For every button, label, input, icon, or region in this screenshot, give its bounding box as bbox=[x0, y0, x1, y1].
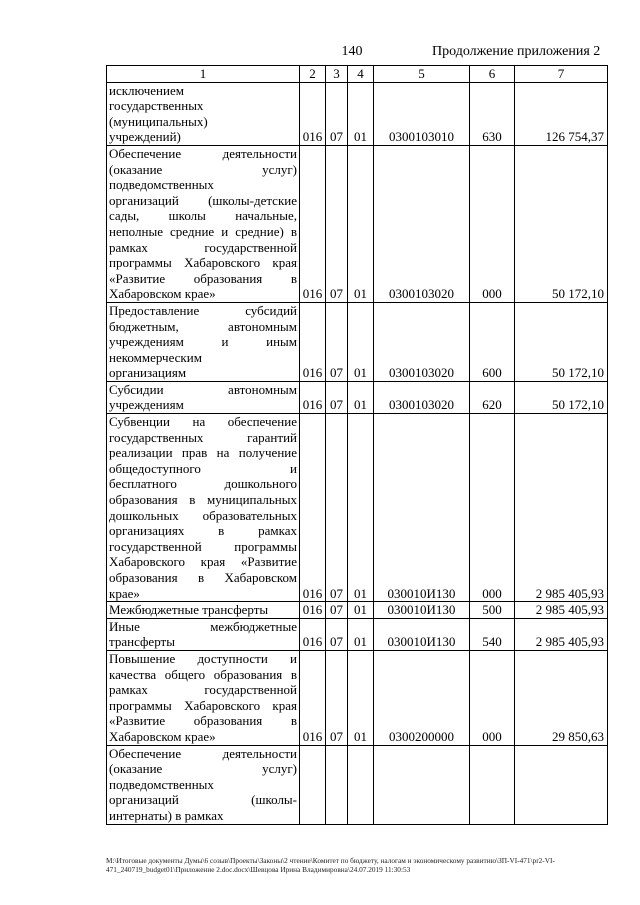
description-line: рамках государственной bbox=[109, 239, 297, 255]
description-line: бюджетным, автономным bbox=[109, 318, 297, 334]
page-number: 140 bbox=[341, 44, 363, 59]
column-header: 6 bbox=[470, 66, 515, 83]
description-line: (оказание услуг) bbox=[109, 761, 297, 777]
column-header: 3 bbox=[326, 66, 348, 83]
amount-value: 50 172,10 bbox=[515, 302, 608, 381]
description-line: программы Хабаровского края bbox=[109, 697, 297, 713]
section-code: 016 bbox=[300, 82, 326, 145]
table-row bbox=[107, 618, 608, 650]
description-line: Повышение доступности и bbox=[109, 650, 297, 666]
target-article-code: 0300200000 bbox=[374, 650, 470, 745]
description-line: Иные межбюджетные bbox=[109, 618, 297, 634]
header-row bbox=[107, 66, 608, 83]
description-line: организаций (школы- bbox=[109, 792, 297, 808]
subsection-code: 07 bbox=[326, 302, 348, 381]
target-article-code: 030010И130 bbox=[374, 414, 470, 602]
description-line: интернаты) в рамках bbox=[109, 807, 224, 823]
subsection-code-2: 01 bbox=[348, 145, 374, 302]
continuation-label: Продолжение приложения 2 bbox=[432, 44, 601, 59]
description-line: реализации прав на получение bbox=[109, 445, 297, 461]
row-description bbox=[107, 650, 300, 745]
expense-type-code: 620 bbox=[470, 381, 515, 413]
subsection-code: 07 bbox=[326, 414, 348, 602]
description-line: Хабаровском крае» bbox=[109, 286, 216, 302]
description-line: «Развитие образования в bbox=[109, 713, 297, 729]
table-row bbox=[107, 145, 608, 302]
description-line: образования в муниципальных bbox=[109, 492, 297, 508]
description-line: государственной программы bbox=[109, 538, 297, 554]
expense-type-code: 000 bbox=[470, 414, 515, 602]
description-line: бесплатного дошкольного bbox=[109, 476, 297, 492]
expense-type-code: 000 bbox=[470, 650, 515, 745]
table-row bbox=[107, 602, 608, 619]
target-article-code: 030010И130 bbox=[374, 618, 470, 650]
column-header: 5 bbox=[374, 66, 470, 83]
section-code: 016 bbox=[300, 302, 326, 381]
description-line: Субсидии автономным bbox=[109, 381, 297, 397]
description-line: организациях в рамках bbox=[109, 523, 297, 539]
amount-value: 50 172,10 bbox=[515, 145, 608, 302]
description-line: общедоступного и bbox=[109, 460, 297, 476]
expense-type-code bbox=[470, 745, 515, 824]
row-description bbox=[107, 618, 300, 650]
table-row bbox=[107, 414, 608, 602]
description-line: Межбюджетные трансферты bbox=[109, 602, 269, 618]
description-line: Обеспечение деятельности bbox=[109, 145, 297, 161]
section-code: 016 bbox=[300, 602, 326, 619]
subsection-code-2 bbox=[348, 745, 374, 824]
amount-value bbox=[515, 745, 608, 824]
subsection-code: 07 bbox=[326, 381, 348, 413]
description-line: «Развитие образования в bbox=[109, 270, 297, 286]
amount-value: 126 754,37 bbox=[515, 82, 608, 145]
subsection-code: 07 bbox=[326, 618, 348, 650]
subsection-code: 07 bbox=[326, 650, 348, 745]
row-description bbox=[107, 602, 300, 619]
table-row bbox=[107, 381, 608, 413]
subsection-code-2: 01 bbox=[348, 618, 374, 650]
description-line: сады, школы начальные, bbox=[109, 208, 297, 224]
table-row bbox=[107, 650, 608, 745]
description-line: Хабаровского края «Развитие bbox=[109, 554, 297, 570]
document-path-footer: M:\Итоговые документы Думы\6 созыв\Проекты\Законы\2 чтение\Комитет по бюджету, налогам и экономическому развитию\ЗП-VI-471\pr2-VI-471_240719_budget01\Приложение 2.doc.docx\Шевцова Ирина Владимировна\24.07.2019 11:30:53 bbox=[106, 856, 555, 874]
table-row bbox=[107, 745, 608, 824]
amount-value: 2 985 405,93 bbox=[515, 618, 608, 650]
description-line: Субвенции на обеспечение bbox=[109, 414, 297, 430]
description-line: дошкольных образовательных bbox=[109, 507, 297, 523]
description-line: исключением bbox=[109, 82, 184, 98]
section-code: 016 bbox=[300, 618, 326, 650]
description-line: качества общего образования в bbox=[109, 666, 297, 682]
target-article-code bbox=[374, 745, 470, 824]
section-code: 016 bbox=[300, 145, 326, 302]
column-header: 4 bbox=[348, 66, 374, 83]
subsection-code bbox=[326, 745, 348, 824]
description-line: крае» bbox=[109, 585, 140, 601]
row-description bbox=[107, 82, 300, 145]
description-line: неполные средние и средние) в bbox=[109, 223, 297, 239]
description-line: подведомственных bbox=[109, 776, 214, 792]
row-description bbox=[107, 145, 300, 302]
description-line: некоммерческим bbox=[109, 349, 202, 365]
description-line: Предоставление субсидий bbox=[109, 302, 297, 318]
description-line: учреждений) bbox=[109, 129, 181, 145]
amount-value: 29 850,63 bbox=[515, 650, 608, 745]
subsection-code: 07 bbox=[326, 82, 348, 145]
description-line: Обеспечение деятельности bbox=[109, 745, 297, 761]
budget-table bbox=[106, 65, 608, 825]
row-description bbox=[107, 745, 300, 824]
description-line: организациям bbox=[109, 365, 187, 381]
description-line: образования в Хабаровском bbox=[109, 570, 297, 585]
description-line: организаций (школы-детские bbox=[109, 192, 297, 208]
description-line: Хабаровском крае» bbox=[109, 728, 216, 744]
target-article-code: 030010И130 bbox=[374, 602, 470, 619]
subsection-code-2: 01 bbox=[348, 381, 374, 413]
section-code: 016 bbox=[300, 650, 326, 745]
table-row bbox=[107, 302, 608, 381]
subsection-code-2: 01 bbox=[348, 650, 374, 745]
subsection-code-2: 01 bbox=[348, 414, 374, 602]
amount-value: 50 172,10 bbox=[515, 381, 608, 413]
expense-type-code: 600 bbox=[470, 302, 515, 381]
description-line: государственных гарантий bbox=[109, 429, 297, 445]
expense-type-code: 500 bbox=[470, 602, 515, 619]
column-header: 1 bbox=[107, 66, 300, 83]
amount-value: 2 985 405,93 bbox=[515, 414, 608, 602]
description-line: (оказание услуг) bbox=[109, 161, 297, 177]
subsection-code: 07 bbox=[326, 602, 348, 619]
description-line: (муниципальных) bbox=[109, 113, 208, 129]
description-line: программы Хабаровского края bbox=[109, 255, 297, 271]
subsection-code: 07 bbox=[326, 145, 348, 302]
target-article-code: 0300103020 bbox=[374, 145, 470, 302]
section-code: 016 bbox=[300, 381, 326, 413]
description-line: учреждениям bbox=[109, 397, 184, 413]
row-description bbox=[107, 302, 300, 381]
section-code: 016 bbox=[300, 414, 326, 602]
target-article-code: 0300103020 bbox=[374, 381, 470, 413]
row-description bbox=[107, 414, 300, 602]
description-line: рамках государственной bbox=[109, 682, 297, 698]
target-article-code: 0300103020 bbox=[374, 302, 470, 381]
section-code bbox=[300, 745, 326, 824]
column-header: 7 bbox=[515, 66, 608, 83]
amount-value: 2 985 405,93 bbox=[515, 602, 608, 619]
description-line: государственных bbox=[109, 98, 204, 114]
description-line: трансферты bbox=[109, 634, 175, 650]
column-header: 2 bbox=[300, 66, 326, 83]
table-row bbox=[107, 82, 608, 145]
target-article-code: 0300103010 bbox=[374, 82, 470, 145]
subsection-code-2: 01 bbox=[348, 82, 374, 145]
expense-type-code: 000 bbox=[470, 145, 515, 302]
description-line: подведомственных bbox=[109, 177, 214, 193]
subsection-code-2: 01 bbox=[348, 302, 374, 381]
expense-type-code: 540 bbox=[470, 618, 515, 650]
row-description bbox=[107, 381, 300, 413]
expense-type-code: 630 bbox=[470, 82, 515, 145]
description-line: учреждениям и иным bbox=[109, 334, 297, 350]
subsection-code-2: 01 bbox=[348, 602, 374, 619]
